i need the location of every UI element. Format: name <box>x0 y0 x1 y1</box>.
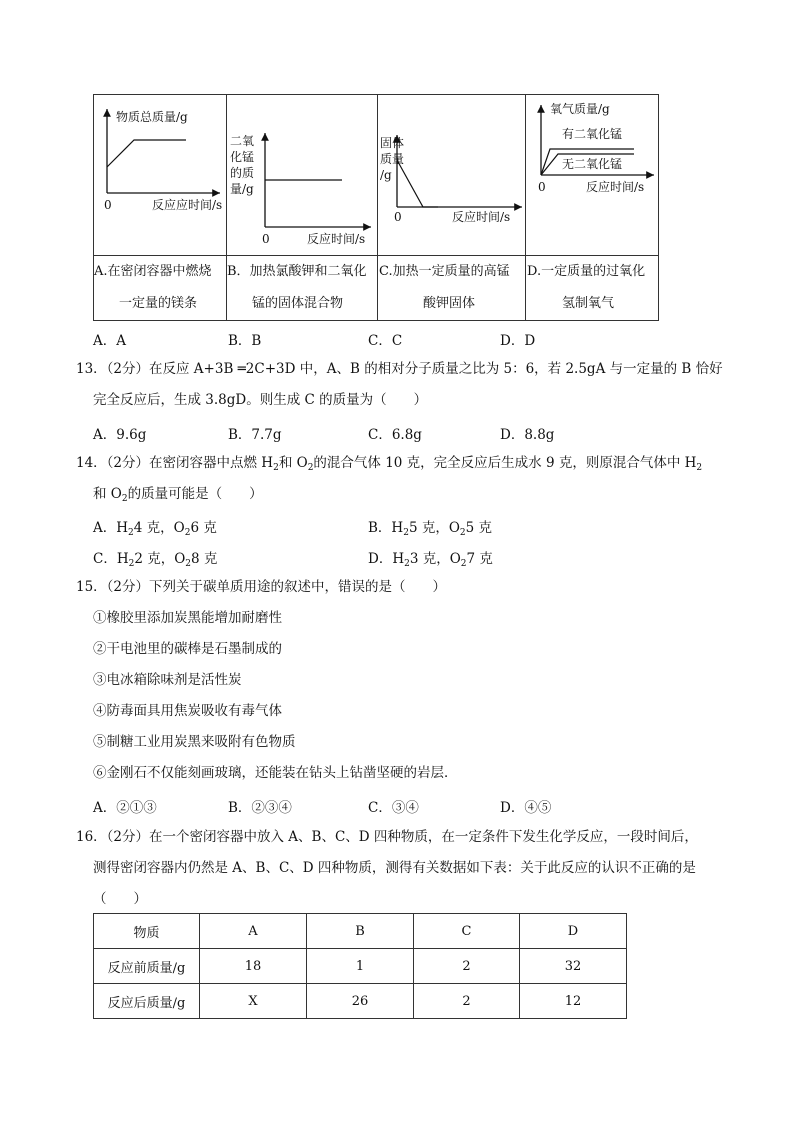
chart-a-xlabel: 反应应时间/s <box>152 198 223 212</box>
q15-item-2: ②干电池里的碳棒是石墨制成的 <box>93 641 282 657</box>
chart-a-curve <box>107 140 186 167</box>
q12-option-a: A．A <box>93 333 126 349</box>
q15-option-a: A．②①③ <box>93 800 157 816</box>
chart-d <box>526 95 659 255</box>
chart-d-caption-2: 氢制氧气 <box>562 296 615 311</box>
chart-d-legend-bottom: 无二氧化锰 <box>562 157 623 171</box>
q14-option-d: D．$H_23$ 克，$O_27$ 克 <box>368 551 493 569</box>
chart-b-ylabel-1: 二氧 <box>230 134 255 148</box>
chart-c-caption-2: 酸钾固体 <box>423 296 476 311</box>
table-header-cell: A <box>200 914 307 949</box>
q13-option-b: B．7.7g <box>228 427 282 443</box>
q13-stem-line1: 13．（2分）在反应 A+3B ═2C+3D 中，A、B 的相对分子质量之比为 5：6，若 2.5gA 与一定量的 B 恰好 <box>76 361 723 377</box>
chart-d-ylabel: 氧气质量/g <box>550 102 610 116</box>
chart-c-ylabel-1: 固体 <box>380 136 405 150</box>
chart-c-ylabel-3: /g <box>380 168 392 182</box>
q14-option-a: A．$H_24$ 克，$O_26$ 克 <box>93 520 217 538</box>
q16-data-table <box>93 913 627 1019</box>
chart-a <box>94 95 226 255</box>
q16-stem-line1: 16．（2分）在一个密闭容器中放入 A、B、C、D 四种物质，在一定条件下发生化学反应，一段时间后， <box>76 829 698 845</box>
table-cell: 反应后质量/g <box>94 984 200 1019</box>
q16-stem-line2: 测得密闭容器内仍然是 A、B、C、D 四种物质，测得有关数据如下表：关于此反应的认识不正确的是 <box>93 860 696 876</box>
table-cell: 32 <box>520 949 627 984</box>
table-cell: 1 <box>307 949 414 984</box>
q14-stem-line2: 和 $O_2$的质量可能是（ ） <box>93 486 263 504</box>
q15-item-1: ①橡胶里添加炭黑能增加耐磨性 <box>93 610 282 626</box>
table-cell: 12 <box>520 984 627 1019</box>
chart-b-caption-2: 锰的固体混合物 <box>252 296 344 311</box>
q15-item-5: ⑤制糖工业用炭黑来吸附有色物质 <box>93 734 296 750</box>
chart-c-zero: 0 <box>394 210 402 224</box>
q12-option-d: D．D <box>500 333 536 349</box>
chart-b-ylabel-3: 的质 <box>230 166 255 180</box>
q15-option-b: B．②③④ <box>228 800 292 816</box>
table-cell: 2 <box>414 984 520 1019</box>
chart-d-legend-top: 有二氧化锰 <box>562 127 623 141</box>
q15-item-4: ④防毒面具用焦炭吸收有毒气体 <box>93 703 282 719</box>
chart-b-zero: 0 <box>262 232 270 246</box>
q15-item-3: ③电冰箱除味剂是活性炭 <box>93 672 242 688</box>
q16-stem-line3: （ ） <box>93 891 147 907</box>
q13-option-d: D．8.8g <box>500 427 555 443</box>
q12-option-c: C．C <box>368 333 403 349</box>
chart-b <box>227 95 377 255</box>
chart-c-caption-1: C.加热一定质量的高锰 <box>379 264 510 279</box>
q12-chart-table <box>93 94 659 321</box>
table-header-cell: C <box>414 914 520 949</box>
table-cell: 2 <box>414 949 520 984</box>
q13-stem-line2: 完全反应后，生成 3.8gD。则生成 C 的质量为（ ） <box>93 392 428 408</box>
chart-d-zero: 0 <box>538 180 546 194</box>
q15-item-6: ⑥金刚石不仅能刻画玻璃，还能装在钻头上钻凿坚硬的岩层． <box>93 765 458 781</box>
chart-b-xlabel: 反应时间/s <box>307 232 366 246</box>
chart-c-curve <box>397 160 438 207</box>
q13-option-a: A．9.6g <box>93 427 147 443</box>
table-header-cell: 物质 <box>94 914 200 949</box>
table-cell: 反应前质量/g <box>94 949 200 984</box>
table-cell: 26 <box>307 984 414 1019</box>
chart-b-caption-1: B．加热氯酸钾和二氧化 <box>227 264 367 279</box>
chart-a-caption-2: 一定量的镁条 <box>119 296 198 311</box>
table-cell: X <box>200 984 307 1019</box>
q14-stem-line1: 14．（2分）在密闭容器中点燃 $H_2$和 $O_2$的混合气体 10 克，完全反应后生成水 9 克，则原混合气体中 $H_2$ <box>76 455 703 473</box>
chart-d-xlabel: 反应时间/s <box>586 180 645 194</box>
table-header-row <box>94 914 627 949</box>
chart-a-ylabel: 物质总质量/g <box>116 110 188 124</box>
chart-a-zero: 0 <box>104 198 112 212</box>
chart-b-ylabel-2: 化锰 <box>230 150 255 164</box>
chart-d-caption-1: D.一定质量的过氧化 <box>527 264 646 279</box>
chart-c-ylabel-2: 质量 <box>380 152 405 166</box>
chart-a-caption-1: A.在密闭容器中燃烧 <box>94 264 212 279</box>
q15-stem: 15．（2分）下列关于碳单质用途的叙述中，错误的是（ ） <box>76 579 447 595</box>
table-header-cell: D <box>520 914 627 949</box>
table-row <box>94 949 627 984</box>
chart-c-xlabel: 反应时间/s <box>452 210 511 224</box>
q15-option-c: C．③④ <box>368 800 419 816</box>
q14-option-b: B．$H_25$ 克，$O_25$ 克 <box>368 520 493 538</box>
table-cell: 18 <box>200 949 307 984</box>
q12-option-b: B．B <box>228 333 262 349</box>
table-row <box>94 984 627 1019</box>
q14-option-c: C．$H_22$ 克，$O_28$ 克 <box>93 551 218 569</box>
q13-option-c: C．6.8g <box>368 427 422 443</box>
table-header-cell: B <box>307 914 414 949</box>
chart-c <box>378 95 525 255</box>
q15-option-d: D．④⑤ <box>500 800 552 816</box>
chart-b-ylabel-4: 量/g <box>230 182 254 196</box>
